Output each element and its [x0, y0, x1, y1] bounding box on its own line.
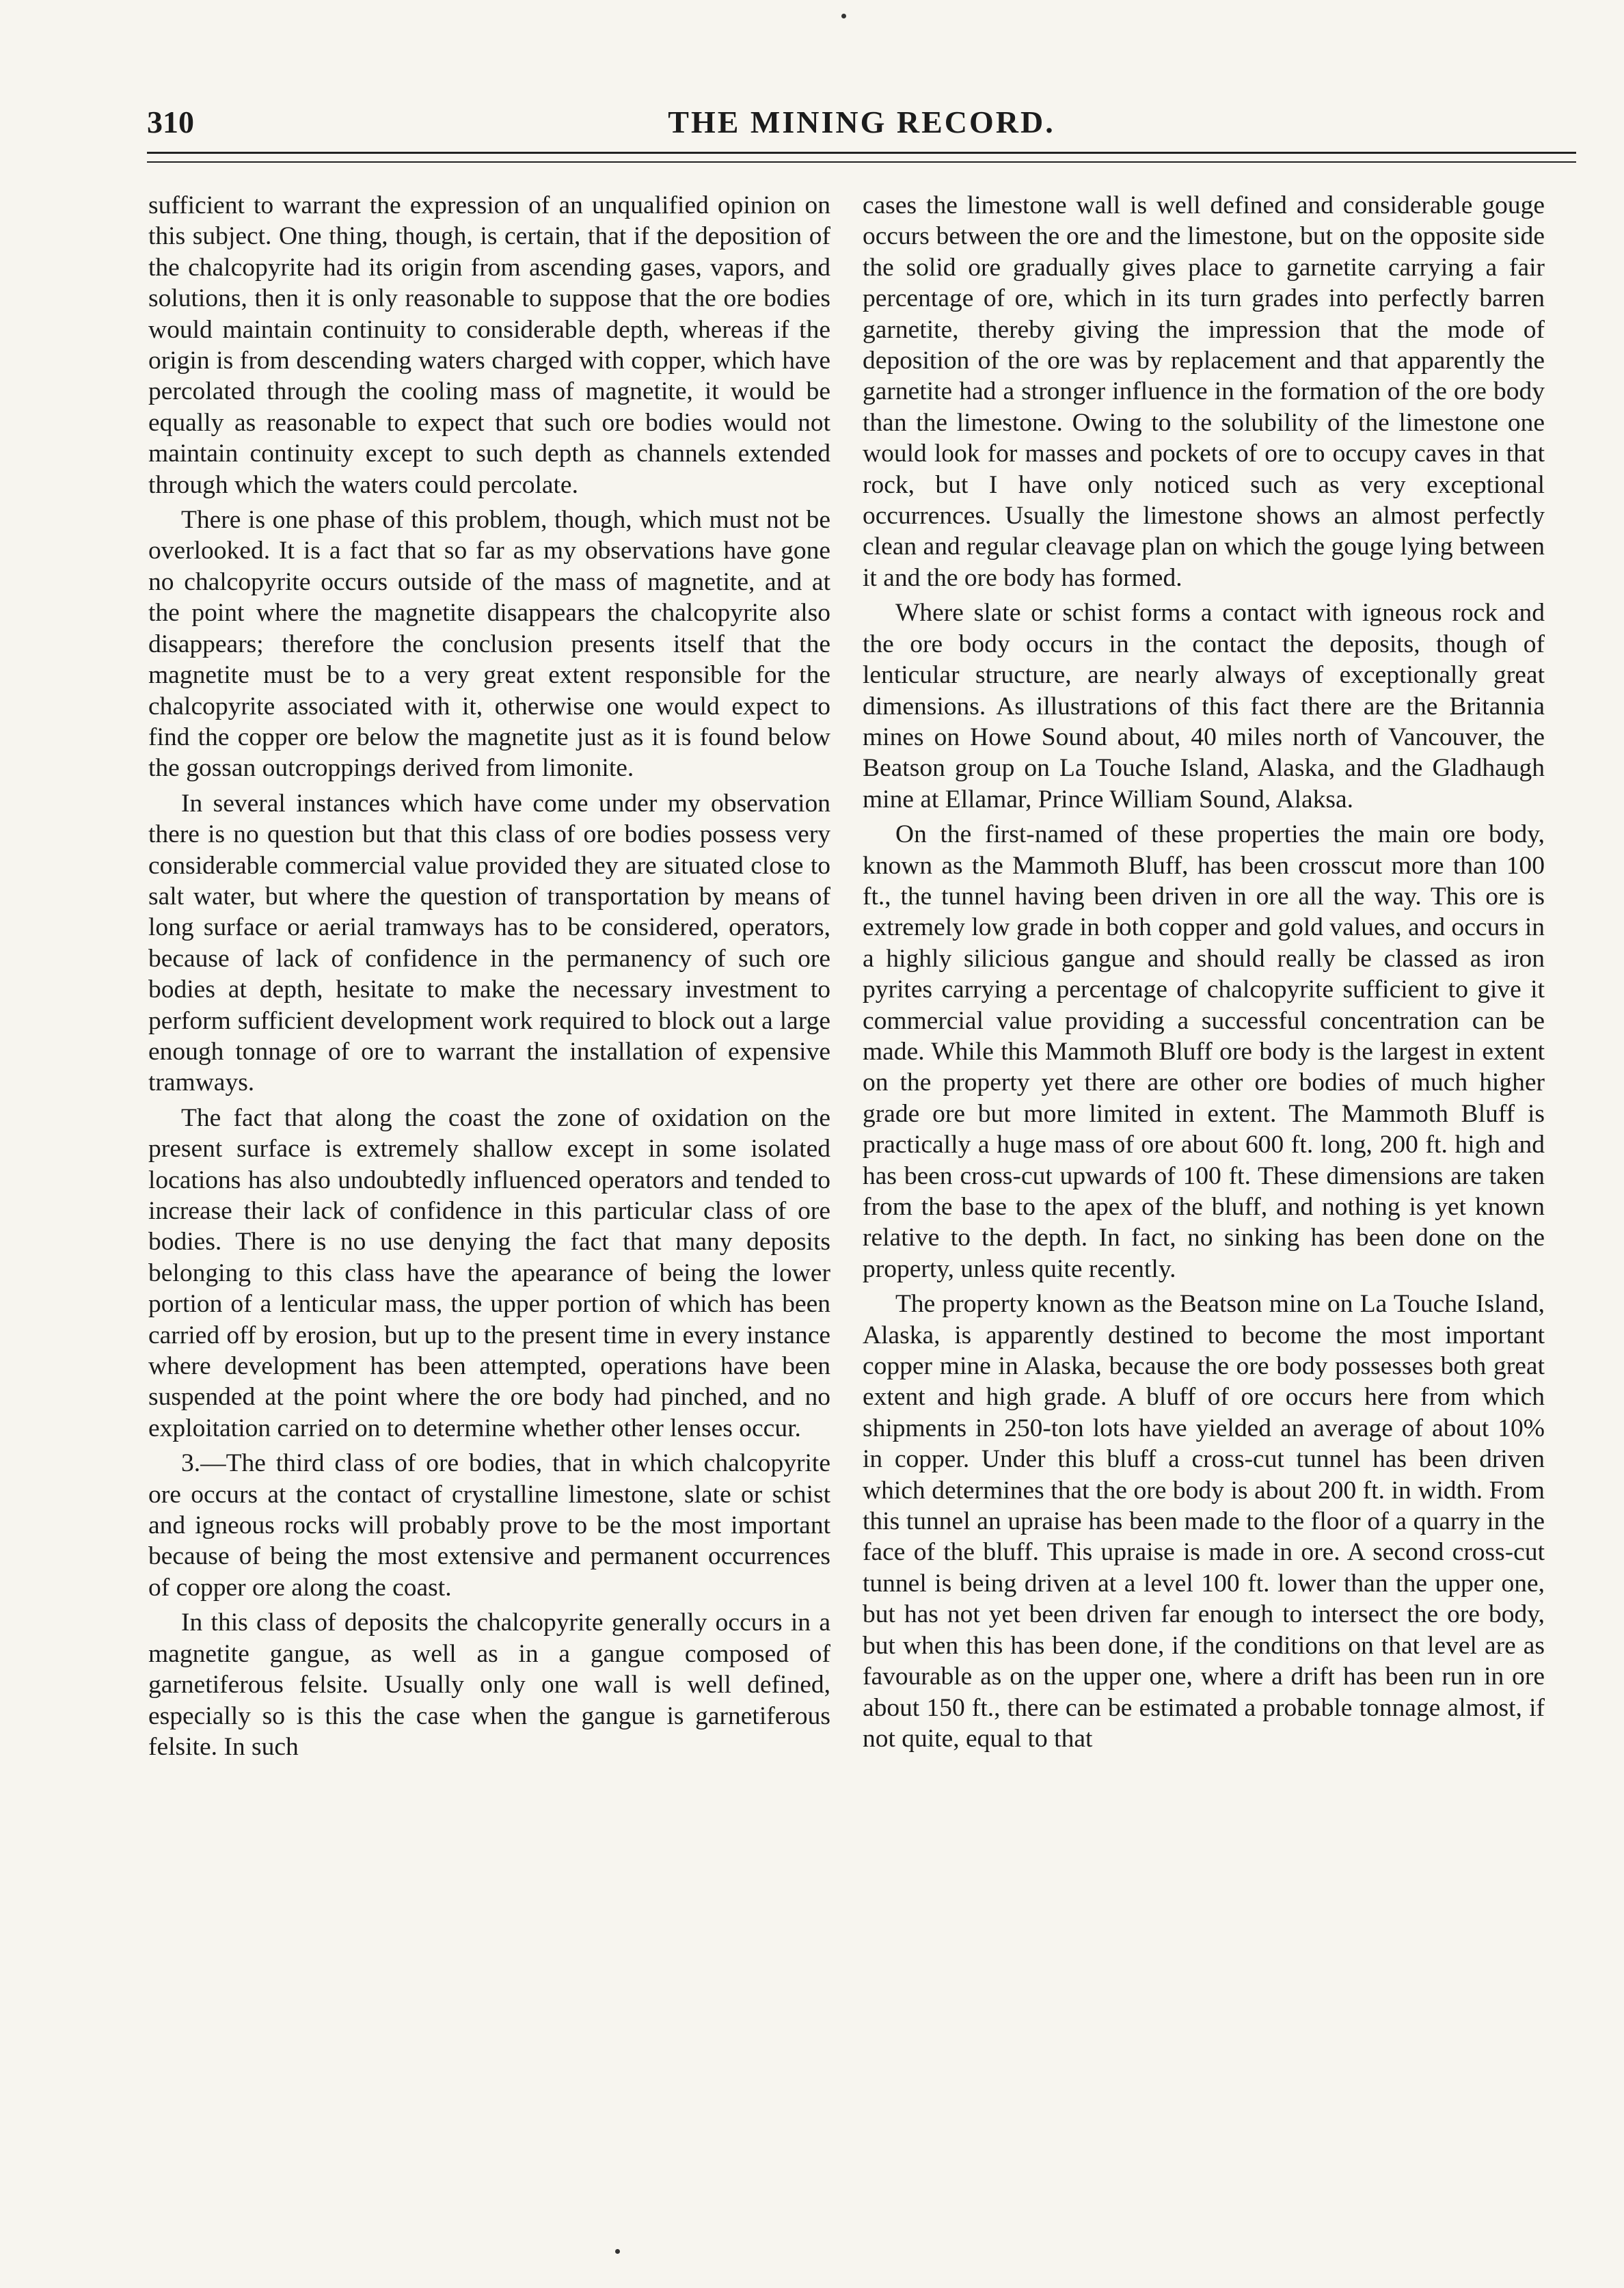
paragraph: 3.—The third class of ore bodies, that in which chalcopyrite ore occurs at the contact of crystalline limestone, slate or schist and igneous rocks will probably prove to be the most important because of being the most extensive and permanent occurrences of copper ore along the coast. [148, 1449, 830, 1602]
paragraph: cases the limestone wall is well defined and considerable gouge occurs between the ore and the limestone, but on the opposite side the solid ore gradually gives place to garnetite carrying a fair percentage of ore, which in its turn grades into perfectly barren garnetite, thereby giving the impression that the mode of deposition of the ore was by replacement and that apparently the garnetite had a stronger influence in the formation of the ore body than the limestone. Owing to the solubility of the limestone one would look for masses and pockets of ore to occupy caves in that rock, but I have only noticed such as very exceptional occurrences. Usually the limestone shows an almost perfectly clean and regular cleavage plan on which the gouge lying between it and the ore body has formed. [863, 191, 1545, 592]
paragraph: There is one phase of this problem, though, which must not be overlooked. It is a fact that so far as my observations have gone no chalcopyrite occurs outside of the mass of magnetite, and at the point where the magnetite disappears the chalcopyrite also disappears; therefore the conclusion presents itself that the magnetite must be to a very great extent responsible for the chalcopyrite associated with it, otherwise one would expect to find the copper ore below the magnetite just as it is found below the gossan outcroppings derived from limonite. [148, 506, 830, 783]
paragraph: Where slate or schist forms a contact with igneous rock and the ore body occurs in the contact the deposits, though of lenticular structure, are nearly always of exceptionally great dimensions. As illustrations of this fact there are the Britannia mines on Howe Sound about, 40 miles north of Vancouver, the Beatson group on La Touche Island, Alaska, and the Gladhaugh mine at Ellamar, Prince William Sound, Alaksa. [863, 599, 1545, 813]
page-number: 310 [147, 105, 194, 139]
paragraph: sufficient to warrant the expression of an unqualified opinion on this subject. One thing, though, is certain, that if the deposition of the chalcopyrite had its origin from ascending gases, vapors, and solutions, then it is only reasonable to suppose that the ore bodies would maintain continuity to considerable depth, whereas if the origin is from descending waters charged with copper, which have percolated through the cooling mass of magnetite, it would be equally as reasonable to expect that such ore bodies would not maintain continuity except to such depth as channels extended through which the waters could percolate. [148, 191, 830, 499]
journal-title: THE MINING RECORD. [668, 105, 1055, 139]
paragraph: In several instances which have come under my observation there is no question but that this class of ore bodies possess very considerable commercial value provided they are situated close to salt water, but where the question of transportation by means of long surface or aerial tramways has to be considered, operators, because of lack of confidence in the permanency of such ore bodies at depth, hesitate to make the necessary investment to perform sufficient development work required to block out a large enough tonnage of ore to warrant the installation of expensive tramways. [148, 789, 830, 1097]
paragraph: In this class of deposits the chalcopyrite generally occurs in a magnetite gangue, as well as in a gangue composed of garnetiferous felsite. Usually only one wall is well defined, especially so is this the case when the gangue is garnetiferous felsite. In such [148, 1609, 830, 1761]
paragraph: The fact that along the coast the zone of oxidation on the present surface is extremely shallow except in some isolated locations has also undoubtedly influenced operators and tended to increase their lack of confidence in this particular class of ore bodies. There is no use denying the fact that many deposits belonging to this class have the apearance of being the lower portion of a lenticular mass, the upper portion of which has been carried off by erosion, but up to the present time in every instance where development has been attempted, operations have been suspended at the point where the ore body had pinched, and no exploitation carried on to determine whether other lenses occur. [148, 1103, 830, 1442]
left-column [148, 190, 830, 1766]
header-rule-thin [147, 161, 1576, 163]
paragraph: The property known as the Beatson mine on La Touche Island, Alaska, is apparently destined to become the most important copper mine in Alaska, because the ore body possesses both great extent and high grade. A bluff of ore occurs here from which shipments in 250-ton lots have yielded an average of about 10% in copper. Under this bluff a cross-cut tunnel has been driven which determines that the ore body is about 200 ft. in width. From this tunnel an upraise has been made to the floor of a quarry in the face of the bluff. This upraise is made in ore. A second cross-cut tunnel is being driven at a level 100 ft. lower than the upper one, but has not yet been driven far enough to intersect the ore body, but when this has been done, if the conditions on that level are as favourable as on the upper one, where a drift has been run in ore about 150 ft., there can be estimated a probable tonnage almost, if not quite, equal to that [863, 1290, 1545, 1753]
paragraph: On the first-named of these properties the main ore body, known as the Mammoth Bluff, has been crosscut more than 100 ft., the tunnel having been driven in ore all the way. This ore is extremely low grade in both copper and gold values, and occurs in a highly silicious gangue and should really be classed as iron pyrites carrying a percentage of chalcopyrite sufficient to give it commercial value providing a successful concentration can be made. While this Mammoth Bluff ore body is the largest in extent on the property yet there are other ore bodies of much higher grade ore but more limited in extent. The Mammoth Bluff is practically a huge mass of ore about 600 ft. long, 200 ft. high and has been cross-cut upwards of 100 ft. These dimensions are taken from the base to the apex of the bluff, and nothing is yet known relative to the depth. In fact, no sinking has been done on the property, unless quite recently. [863, 820, 1545, 1283]
print-speck [841, 14, 846, 18]
print-speck [615, 2249, 620, 2254]
right-column [863, 190, 1545, 1758]
header-rule [147, 152, 1576, 154]
page-header [147, 101, 1576, 142]
